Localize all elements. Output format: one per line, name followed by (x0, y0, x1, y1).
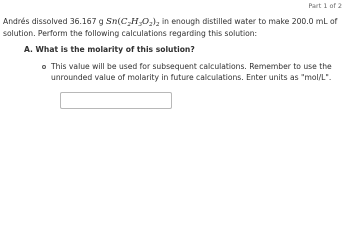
answer-input[interactable] (60, 92, 172, 109)
problem-statement (3, 16, 345, 40)
question-label: A. What is the molarity of this solution? (24, 45, 195, 54)
instruction-text: This value will be used for subsequent calculations. Remember to use the unrounded value of molarity in future calculations. Enter units as "mol/L". (51, 62, 332, 82)
chemical-formula: $Sn(C_2H_3O_2)_2$ (106, 17, 160, 28)
part-indicator: Part 1 of 2 (308, 2, 342, 10)
bullet-icon (42, 65, 46, 69)
instruction-item (42, 61, 342, 83)
problem-text-after: in enough distilled water to make 200.0 mL of solution. Perform the following calculations regarding this solution: (3, 17, 338, 38)
problem-text-before: Andrés dissolved 36.167 g (3, 17, 107, 26)
